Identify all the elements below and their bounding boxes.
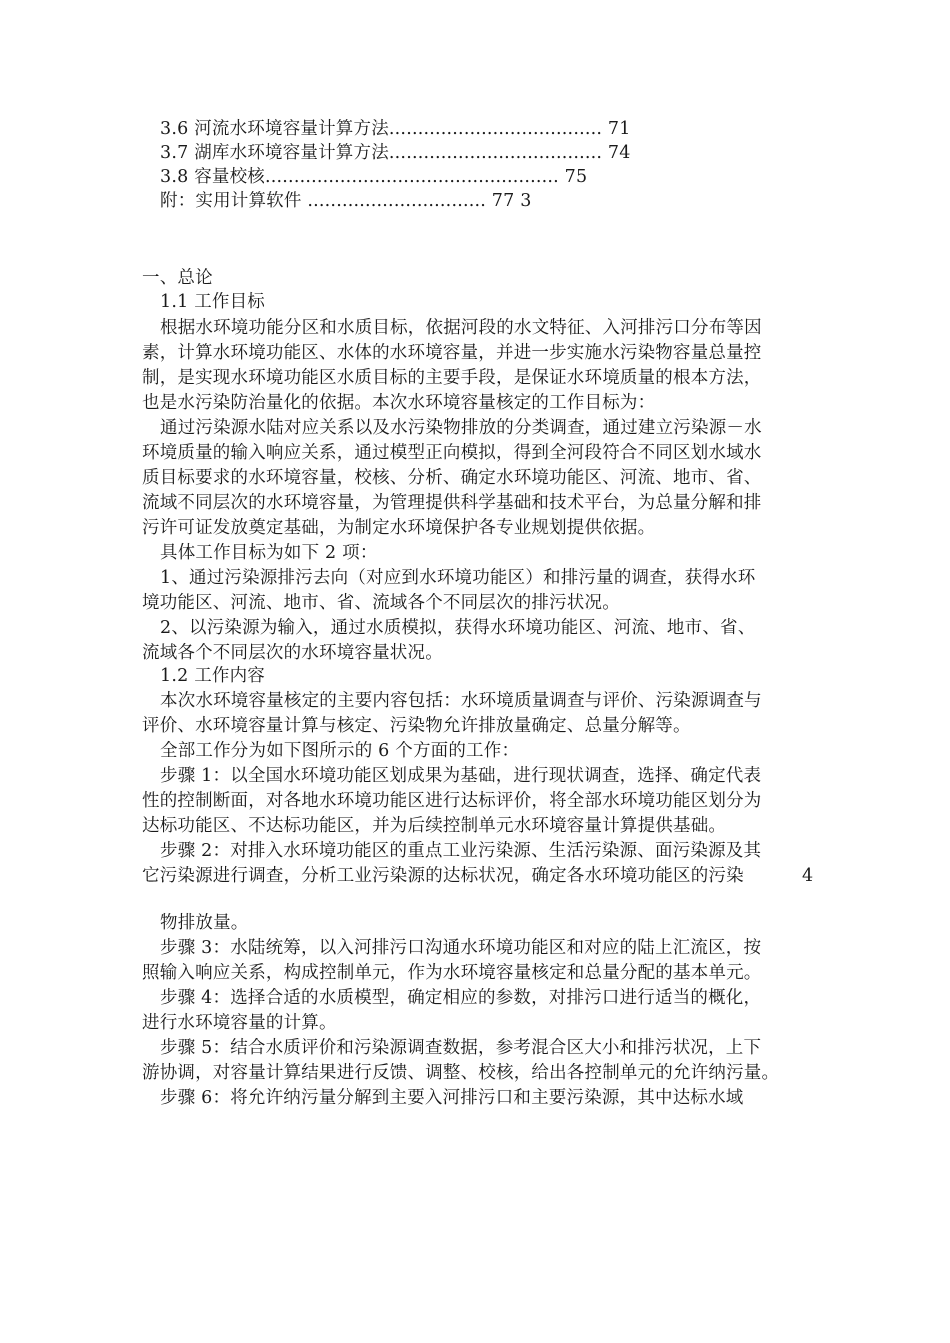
step-line: 进行水环境容量的计算。 bbox=[142, 1013, 337, 1033]
step-line: 游协调，对容量计算结果进行反馈、调整、校核，给出各控制单元的允许纳污量。 bbox=[142, 1063, 780, 1083]
paragraph-line: 根据水环境功能分区和水质目标，依据河段的水文特征、入河排污口分布等因 bbox=[160, 318, 762, 338]
list-item-line: 境功能区、河流、地市、省、流域各个不同层次的排污状况。 bbox=[142, 593, 620, 613]
paragraph-line: 本次水环境容量核定的主要内容包括：水环境质量调查与评价、污染源调查与 bbox=[160, 691, 762, 711]
step-line: 性的控制断面，对各地水环境功能区进行达标评价，将全部水环境功能区划分为 bbox=[142, 791, 762, 811]
step-line: 步骤 6：将允许纳污量分解到主要入河排污口和主要污染源，其中达标水域 bbox=[160, 1088, 744, 1108]
paragraph-line: 流域不同层次的水环境容量，为管理提供科学基础和技术平台，为总量分解和排 bbox=[142, 493, 762, 513]
section-heading: 一、总论 bbox=[142, 268, 213, 288]
paragraph-line: 评价、水环境容量计算与核定、污染物允许排放量确定、总量分解等。 bbox=[142, 716, 691, 736]
list-item-line: 1、通过污染源排污去向（对应到水环境功能区）和排污量的调查，获得水环 bbox=[160, 568, 756, 588]
paragraph-line: 具体工作目标为如下 2 项： bbox=[160, 543, 378, 563]
step-line: 照输入响应关系，构成控制单元，作为水环境容量核定和总量分配的基本单元。 bbox=[142, 963, 762, 983]
toc-entry: 3.8 容量校核................................................... 75 bbox=[160, 167, 588, 187]
paragraph-line: 污许可证发放奠定基础，为制定水环境保护各专业规划提供依据。 bbox=[142, 518, 656, 538]
step-line: 步骤 4：选择合适的水质模型，确定相应的参数，对排污口进行适当的概化， bbox=[160, 988, 762, 1008]
step-line: 步骤 1：以全国水环境功能区划成果为基础，进行现状调查，选择、确定代表 bbox=[160, 766, 762, 786]
paragraph-line: 全部工作分为如下图所示的 6 个方面的工作： bbox=[160, 741, 520, 761]
paragraph-line: 也是水污染防治量化的依据。本次水环境容量核定的工作目标为： bbox=[142, 393, 656, 413]
step-line: 步骤 3：水陆统筹，以入河排污口沟通水环境功能区和对应的陆上汇流区，按 bbox=[160, 938, 762, 958]
step-line: 步骤 5：结合水质评价和污染源调查数据，参考混合区大小和排污状况，上下 bbox=[160, 1038, 762, 1058]
toc-entry: 3.6 河流水环境容量计算方法..................................... 71 bbox=[160, 119, 631, 139]
paragraph-line: 制，是实现水环境功能区水质目标的主要手段，是保证水环境质量的根本方法， bbox=[142, 368, 762, 388]
paragraph-line: 环境质量的输入响应关系，通过模型正向模拟，得到全河段符合不同区划水域水 bbox=[142, 443, 762, 463]
paragraph-line: 素，计算水环境功能区、水体的水环境容量，并进一步实施水污染物容量总量控 bbox=[142, 343, 762, 363]
step-line: 它污染源进行调查，分析工业污染源的达标状况，确定各水环境功能区的污染 bbox=[142, 866, 744, 886]
subsection-heading: 1.2 工作内容 bbox=[160, 666, 265, 686]
paragraph-line: 通过污染源水陆对应关系以及水污染物排放的分类调查，通过建立污染源－水 bbox=[160, 418, 762, 438]
paragraph-line: 物排放量。 bbox=[160, 913, 249, 933]
paragraph-line: 质目标要求的水环境容量，校核、分析、确定水环境功能区、河流、地市、省、 bbox=[142, 468, 762, 488]
step-line: 达标功能区、不达标功能区，并为后续控制单元水环境容量计算提供基础。 bbox=[142, 816, 727, 836]
step-line: 步骤 2：对排入水环境功能区的重点工业污染源、生活污染源、面污染源及其 bbox=[160, 841, 762, 861]
toc-entry: 附：实用计算软件 ............................... 77 3 bbox=[160, 191, 532, 211]
toc-entry: 3.7 湖库水环境容量计算方法..................................... 74 bbox=[160, 143, 631, 163]
subsection-heading: 1.1 工作目标 bbox=[160, 292, 265, 312]
page-number: 4 bbox=[802, 866, 814, 886]
list-item-line: 2、以污染源为输入，通过水质模拟，获得水环境功能区、河流、地市、省、 bbox=[160, 618, 756, 638]
list-item-line: 流域各个不同层次的水环境容量状况。 bbox=[142, 643, 443, 663]
